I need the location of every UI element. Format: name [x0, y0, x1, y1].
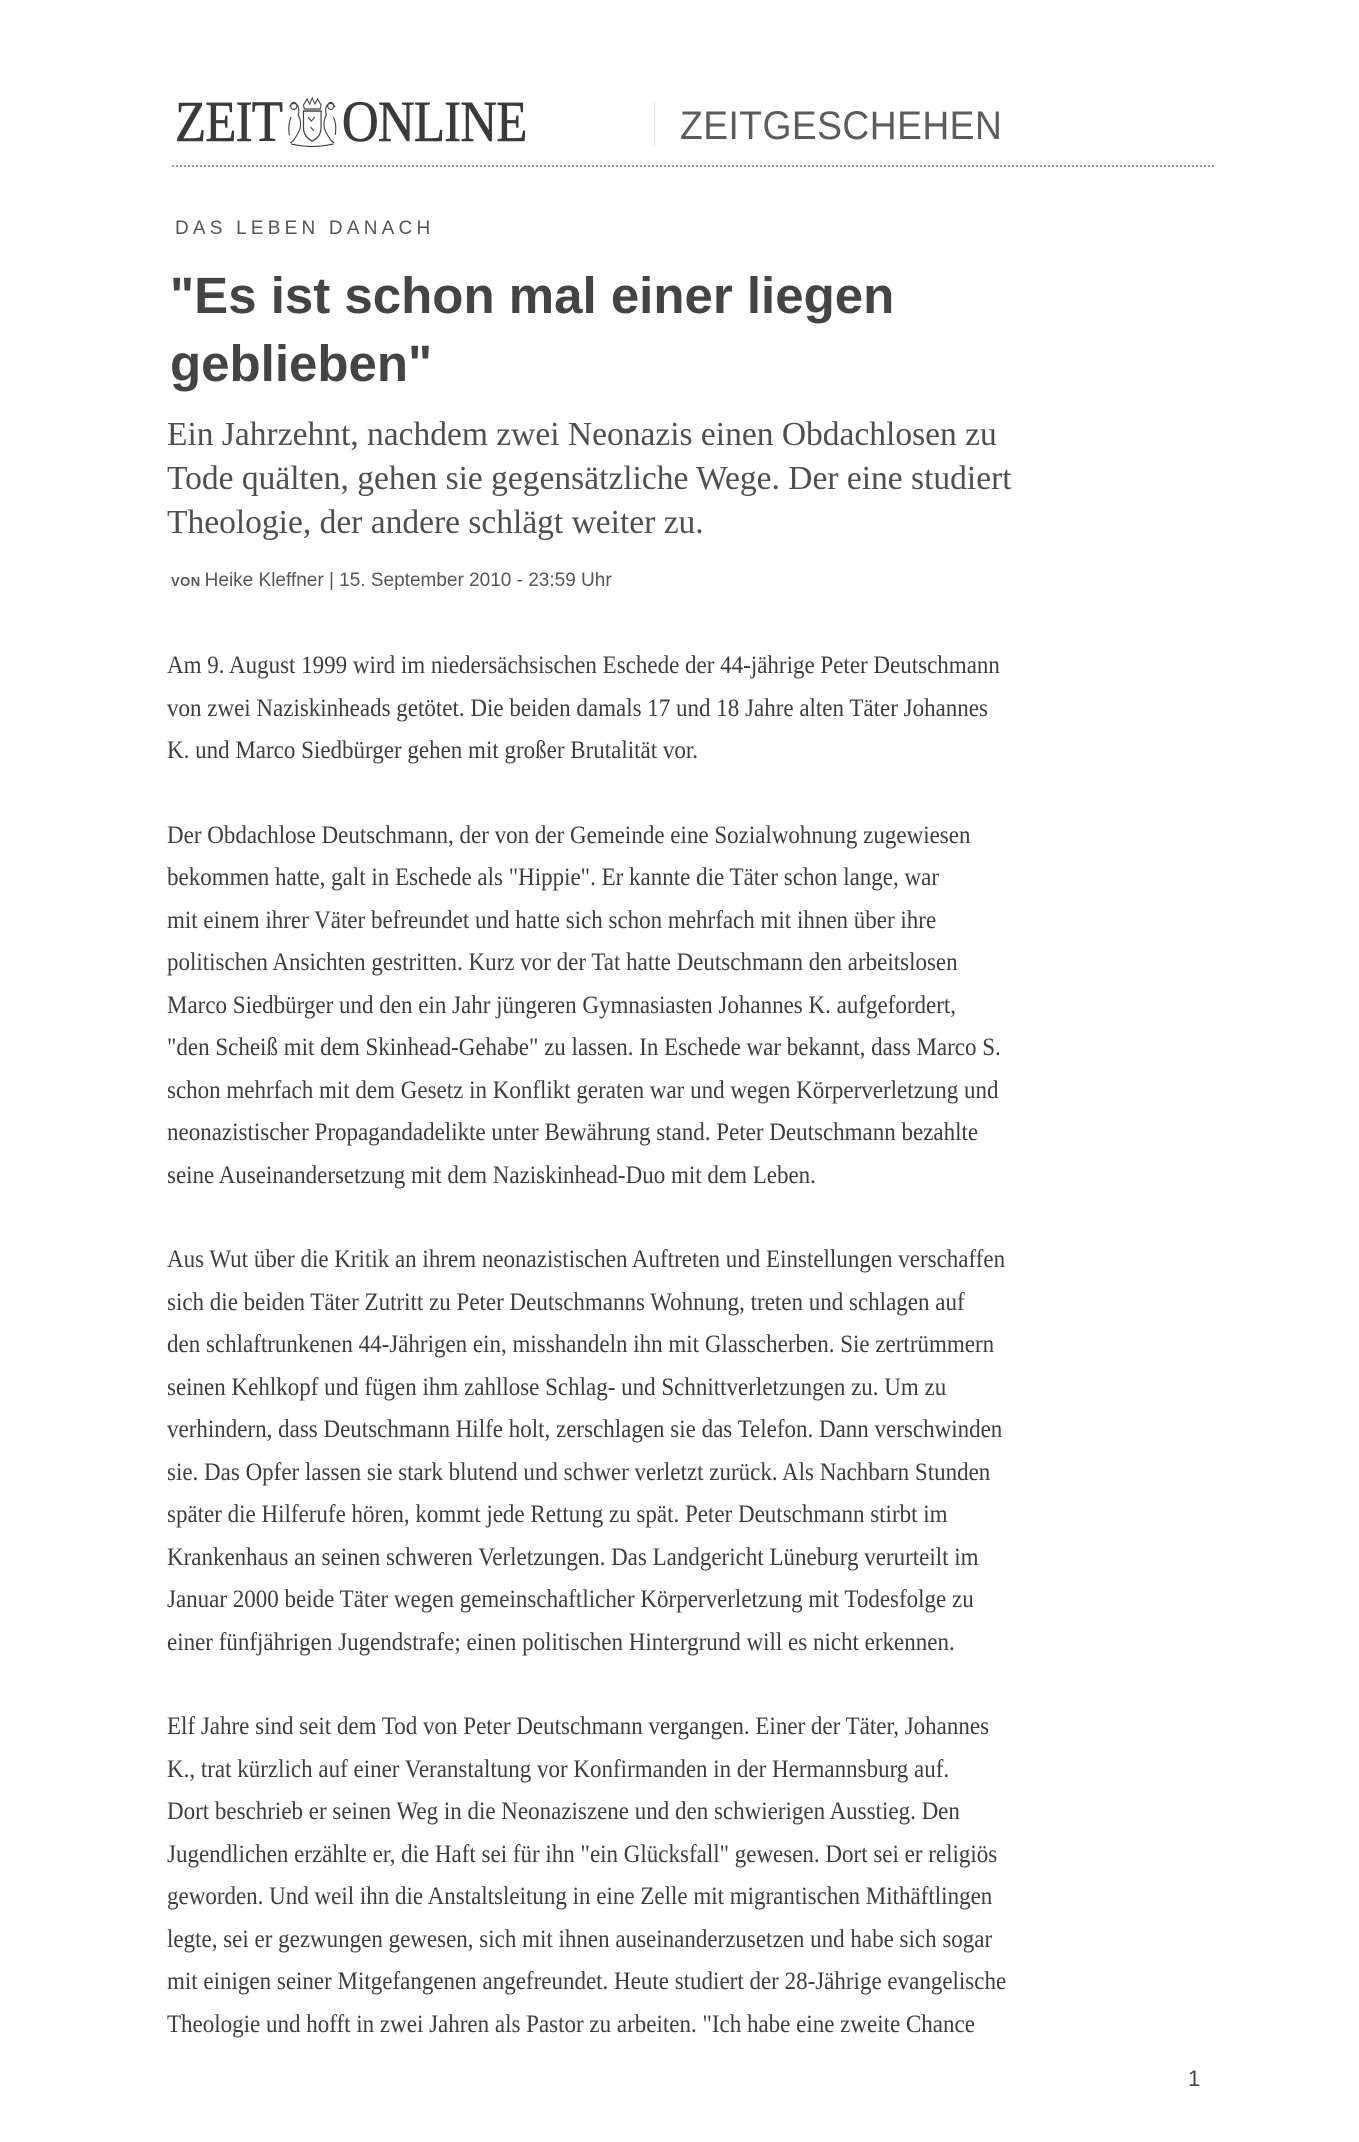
- text-line: K., trat kürzlich auf einer Veranstaltung vor Konfirmanden in der Hermannsburg auf.: [167, 1755, 950, 1783]
- article-body: [167, 645, 1207, 2088]
- text-line: Theologie und hofft in zwei Jahren als Pastor zu arbeiten. "Ich habe eine zweite Chance: [167, 2010, 975, 2038]
- masthead: [172, 89, 1214, 156]
- text-line: Am 9. August 1999 wird im niedersächsischen Eschede der 44-jährige Peter Deutschmann: [167, 652, 1000, 679]
- text-line: schon mehrfach mit dem Gesetz in Konflikt geraten war und wegen Körperverletzung und: [167, 1076, 999, 1104]
- text-line: den schlaftrunkenen 44-Jährigen ein, misshandeln ihn mit Glasscherben. Sie zertrümmern: [167, 1331, 995, 1358]
- logo-word-zeit: ZEIT: [175, 89, 283, 154]
- article-deck: [167, 413, 1207, 545]
- text-line: Krankenhaus an seinen schweren Verletzungen. Das Landgericht Lüneburg verurteilt im: [167, 1543, 979, 1571]
- text-line: verhindern, dass Deutschmann Hilfe holt, zerschlagen sie das Telefon. Dann verschwinden: [167, 1416, 1003, 1443]
- text-line: seinen Kehlkopf und fügen ihm zahllose Schlag- und Schnittverletzungen zu. Um zu: [167, 1373, 947, 1401]
- text-line: sie. Das Opfer lassen sie stark blutend und schwer verletzt zurück. Als Nachbarn Stunden: [167, 1458, 991, 1486]
- text-line: Elf Jahre sind seit dem Tod von Peter Deutschmann vergangen. Einer der Täter, Johannes: [167, 1713, 990, 1740]
- byline-separator: |: [328, 570, 334, 591]
- masthead-dotted-rule: [172, 165, 1214, 167]
- byline-date: 15. September 2010 - 23:59 Uhr: [339, 570, 612, 591]
- text-line: später die Hilferufe hören, kommt jede Rettung zu spät. Peter Deutschmann stirbt im: [167, 1501, 948, 1528]
- page-number: 1: [1188, 2066, 1201, 2091]
- text-line: einer fünfjährigen Jugendstrafe; einen politischen Hintergrund will es nicht erkennen.: [167, 1628, 955, 1656]
- text-line: Aus Wut über die Kritik an ihrem neonazistischen Auftreten und Einstellungen verschaffen: [167, 1246, 1006, 1273]
- text-line: mit einem ihrer Väter befreundet und hatte sich schon mehrfach mit ihnen über ihre: [167, 906, 937, 934]
- headline-line: geblieben": [170, 335, 433, 392]
- text-line: Januar 2000 beide Täter wegen gemeinschaftlicher Körperverletzung mit Todesfolge zu: [167, 1586, 974, 1613]
- text-line: geworden. Und weil ihn die Anstaltsleitung in eine Zelle mit migrantischen Mithäftlingen: [167, 1883, 993, 1910]
- headline-line: "Es ist schon mal einer liegen: [170, 267, 895, 324]
- text-line: Jugendlichen erzählte er, die Haft sei für ihn "ein Glücksfall" gewesen. Dort sei er religiös: [167, 1840, 998, 1868]
- article-paragraph-4: [167, 1706, 1207, 2046]
- deck-line: Ein Jahrzehnt, nachdem zwei Neonazis einen Obdachlosen zu: [167, 416, 997, 453]
- text-line: legte, sei er gezwungen gewesen, sich mit ihnen auseinanderzusetzen und habe sich sogar: [167, 1925, 993, 1953]
- article-paragraph-3: [167, 1239, 1207, 1664]
- text-line: mit einigen seiner Mitgefangenen angefreundet. Heute studiert der 28-Jährige evangelische: [167, 1968, 1007, 1995]
- article-kicker: DAS LEBEN DANACH: [175, 218, 435, 239]
- article-headline: [170, 262, 1170, 398]
- deck-line: Tode quälten, gehen sie gegensätzliche Wege. Der eine studiert: [167, 460, 1012, 497]
- article-paragraph-2: [167, 815, 1207, 1198]
- text-line: "den Scheiß mit dem Skinhead-Gehabe" zu lassen. In Eschede war bekannt, dass Marco S.: [167, 1034, 1001, 1061]
- deck-line: Theologie, der andere schlägt weiter zu.: [167, 504, 704, 541]
- text-line: seine Auseinandersetzung mit dem Naziskinhead-Duo mit dem Leben.: [167, 1161, 816, 1189]
- logo-word-online: ONLINE: [341, 89, 527, 154]
- coat-of-arms-icon: [284, 97, 340, 147]
- text-line: neonazistischer Propagandadelikte unter Bewährung stand. Peter Deutschmann bezahlte: [167, 1119, 979, 1146]
- text-line: Dort beschrieb er seinen Weg in die Neonaziszene und den schwierigen Ausstieg. Den: [167, 1798, 960, 1825]
- text-line: Der Obdachlose Deutschmann, der von der Gemeinde eine Sozialwohnung zugewiesen: [167, 821, 971, 849]
- text-line: Marco Siedbürger und den ein Jahr jüngeren Gymnasiasten Johannes K. aufgefordert,: [167, 991, 957, 1019]
- text-line: K. und Marco Siedbürger gehen mit großer Brutalität vor.: [167, 737, 699, 764]
- article-byline: [171, 569, 612, 594]
- article-paragraph-1: [167, 645, 1207, 773]
- text-line: von zwei Naziskinheads getötet. Die beiden damals 17 und 18 Jahre alten Täter Johannes: [167, 694, 988, 722]
- text-line: bekommen hatte, galt in Eschede als "Hippie". Er kannte die Täter schon lange, war: [167, 864, 939, 891]
- section-name[interactable]: ZEITGESCHEHEN: [680, 104, 1003, 148]
- byline-author[interactable]: Heike Kleffner: [204, 570, 324, 591]
- masthead-divider: [654, 102, 655, 146]
- zeit-online-logo[interactable]: [175, 89, 527, 154]
- text-line: politischen Ansichten gestritten. Kurz vor der Tat hatte Deutschmann den arbeitslosen: [167, 949, 958, 976]
- byline-prefix: VON: [171, 574, 201, 589]
- text-line: sich die beiden Täter Zutritt zu Peter Deutschmanns Wohnung, treten und schlagen auf: [167, 1288, 965, 1316]
